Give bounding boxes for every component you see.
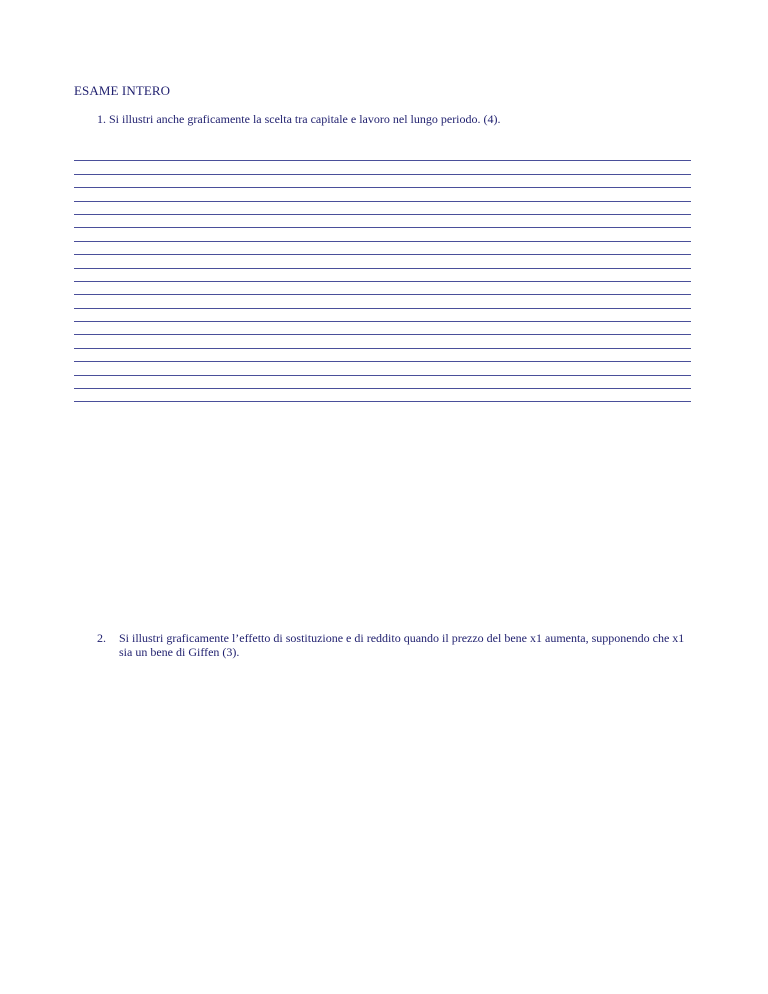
answer-line[interactable]	[74, 295, 691, 308]
question-2-number: 2.	[97, 631, 106, 645]
question-1-text: 1. Si illustri anche graficamente la scelta tra capitale e lavoro nel lungo periodo. (4).	[97, 112, 501, 126]
answer-lines	[74, 148, 691, 402]
answer-line[interactable]	[74, 376, 691, 389]
answer-line[interactable]	[74, 188, 691, 201]
answer-line[interactable]	[74, 148, 691, 161]
answer-line[interactable]	[74, 322, 691, 335]
answer-line[interactable]	[74, 269, 691, 282]
answer-line[interactable]	[74, 202, 691, 215]
answer-line[interactable]	[74, 215, 691, 228]
question-2	[97, 631, 697, 659]
answer-line[interactable]	[74, 349, 691, 362]
answer-line[interactable]	[74, 161, 691, 174]
question-2-text: Si illustri graficamente l’effetto di sostituzione e di reddito quando il prezzo del bene x1 aumenta, supponendo che x1 sia un bene di Giffen (3).	[119, 631, 685, 659]
answer-line[interactable]	[74, 309, 691, 322]
answer-line[interactable]	[74, 335, 691, 348]
answer-line[interactable]	[74, 389, 691, 402]
answer-line[interactable]	[74, 228, 691, 241]
answer-line[interactable]	[74, 242, 691, 255]
answer-line[interactable]	[74, 175, 691, 188]
answer-line[interactable]	[74, 362, 691, 375]
page-title: ESAME INTERO	[74, 83, 171, 98]
answer-line[interactable]	[74, 282, 691, 295]
answer-line[interactable]	[74, 255, 691, 268]
